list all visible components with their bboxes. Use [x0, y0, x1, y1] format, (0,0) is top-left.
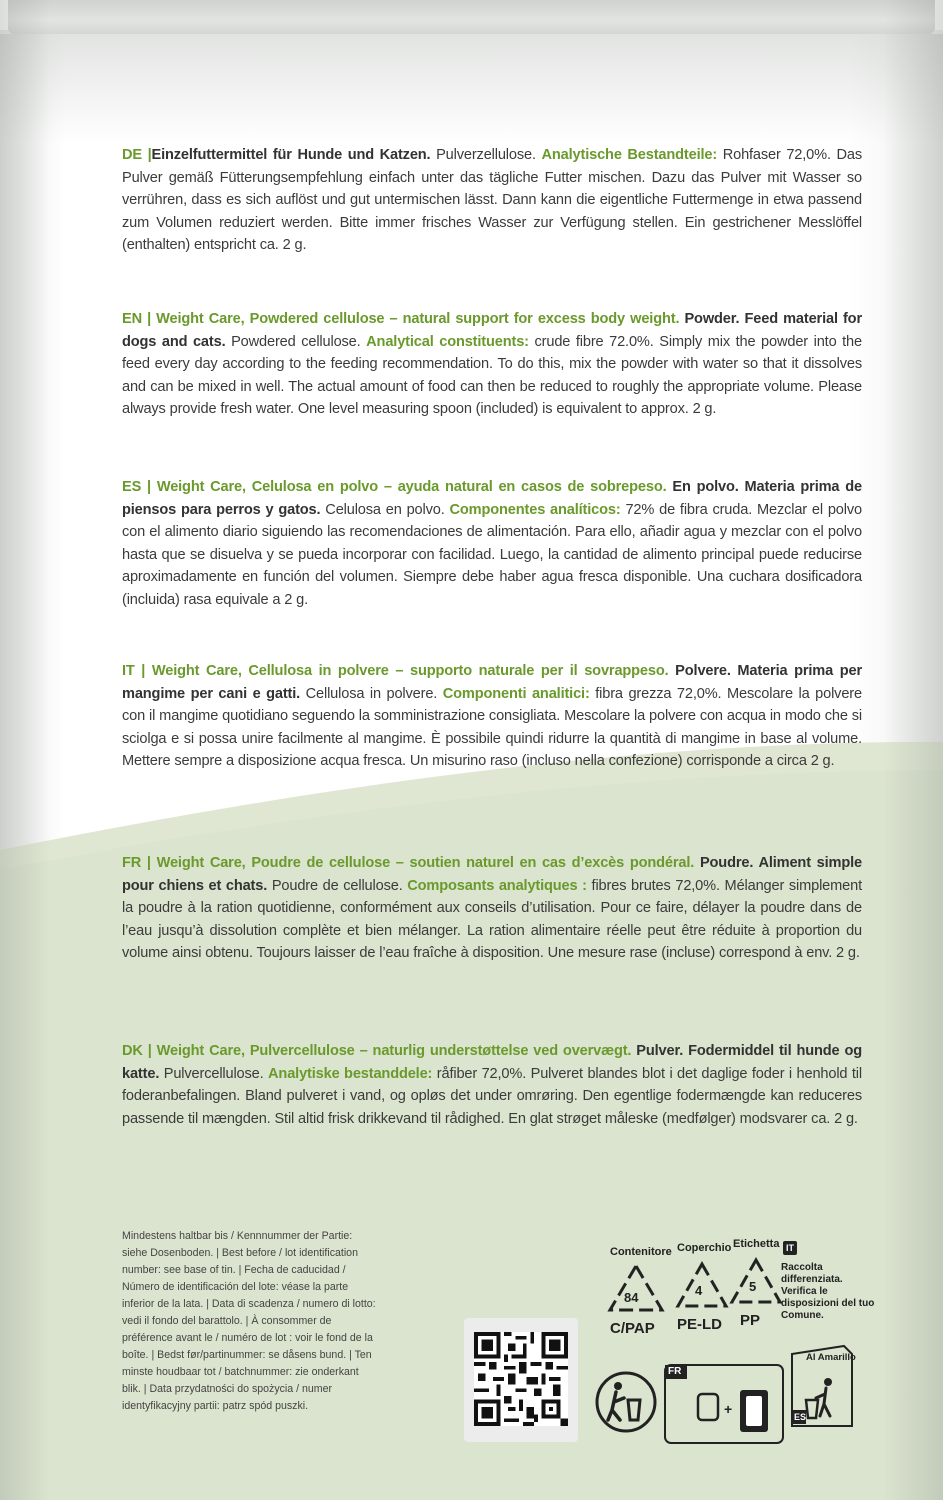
section-de: Analytische Bestandteile: [541, 147, 718, 163]
pre-dk: Pulvercellulose. [159, 1065, 269, 1082]
lang-code-es: ES | [122, 479, 151, 495]
recycle-code-lid: PE-LD [677, 1316, 722, 1333]
pre-fr: Poudre de cellulose. [267, 877, 408, 894]
triman-icon [664, 1364, 784, 1444]
tin-lid [8, 0, 935, 34]
lang-code-it: IT | [122, 663, 146, 679]
section-en: Analytical constituents: [366, 333, 529, 350]
title-dk: Weight Care, Pulvercellulose – naturlig understøttelse ved overvægt. [151, 1043, 632, 1059]
recycle-number-label: 5 [749, 1279, 757, 1294]
section-fr: Composants analytiques : [407, 877, 587, 894]
left-edge-shade [0, 0, 50, 1500]
it-recycling-note: Raccolta differenziata. Verifica le disposizioni del tuo Comune. [781, 1262, 875, 1321]
pre-es: Celulosa en polvo. [320, 501, 450, 518]
text-block-it [122, 660, 862, 773]
amarillo-label: Al Amarillo [806, 1352, 856, 1363]
recycle-code-label: PP [740, 1312, 761, 1329]
title-it: Weight Care, Cellulosa in polvere – supporto naturale per il sovrappeso. [145, 663, 669, 679]
pre-it: Cellulosa in polvere. [300, 685, 443, 702]
title-fr: Weight Care, Poudre de cellulose – soutien naturel en cas d’excès pondéral. [150, 855, 695, 871]
body-de: Rohfaser 72,0%. Das Pulver gemäß Fütterungsempfehlung einfach unter das tägliche Futter mischen. Dazu das Pulver mit Wasser so verrühren, dass es sich auflöst und gut untermischen lässt. Dann kann die eigentliche Futtermenge in etwa passend zum Volumen reduziert werden. Bitte immer frisches Wasser zur Verfügung stellen. Ein gestrichener Messlöffel (enthalten) entspricht ca. 2 g. [122, 147, 862, 253]
lot-info: Mindestens haltbar bis / Kennnummer der Partie: siehe Dosenboden. | Best before / lot identification number: see base of tin. | Fecha de caducidad / Número de identificación del lote: véase la parte inferior de la lata. | Data di scadenza / numero di lotto: vedi il fondo del barattolo. | À consommer de préférence avant le / numéro de lot : voir le fond de la boîte. | Bedst før/partinummer: se dåsens bund. | Ten minste houdbaar tot / batchnummer: zie onderkant blik. | Data przydatności do spożycia / numer identyfikacyjny partii: patrz spód puszki. [122, 1230, 376, 1412]
bold-dk: Pulver. Fodermiddel til hunde og katte. [122, 1043, 862, 1082]
lang-code-fr: FR | [122, 855, 151, 871]
lang-code-dk: DK | [122, 1043, 152, 1059]
text-block-es [122, 476, 862, 611]
text-block-fr [122, 852, 862, 965]
body-es: 72% de fibra cruda. Mezclar el polvo con el alimento diario siguiendo las recomendaciones de alimentación. Para ello, añadir agua y mezclar con el polvo hasta que se disuelva y se pueda incorporar con facilidad. Luego, la cantidad de alimento principal puede reducirse aproximadamente en función del volumen. Siempre debe haber agua fresca disponible. Una cuchara dosificadora (incluida) rasa equivale a 2 g. [122, 501, 862, 608]
lang-code-en: EN | [122, 311, 152, 327]
bold-fr: Poudre. Aliment simple pour chiens et chats. [122, 855, 862, 894]
qr-code-icon [464, 1318, 578, 1442]
recycle-label-container: Contenitore [610, 1246, 672, 1258]
bold-es: En polvo. Materia prima de piensos para perros y gatos. [122, 479, 862, 518]
section-dk: Analytiske bestanddele: [268, 1065, 433, 1082]
title-de: Einzelfuttermittel für Hunde und Katzen. [151, 147, 431, 163]
es-badge: ES [794, 1412, 807, 1422]
section-es: Componentes analíticos: [449, 501, 621, 518]
title-es: Weight Care, Celulosa en polvo – ayuda natural en casos de sobrepeso. [150, 479, 667, 495]
it-badge: IT [783, 1241, 797, 1255]
fr-badge: FR [668, 1366, 682, 1377]
recycle-number-container: 84 [624, 1290, 639, 1305]
body-en: crude fibre 72.0%. Simply mix the powder into the feed every day according to the feeding recommendation. To do this, mix the powder with water so that it dissolves and can be mixed in well. The actual amount of food can then be reduced to roughly the appropriate volume. Please always provide fresh water. One level measuring spoon (included) is equivalent to approx. 2 g. [122, 333, 862, 417]
recycle-number-lid: 4 [695, 1283, 703, 1298]
body-dk: råfiber 72,0%. Pulveret blandes blot i det daglige foder i henhold til foderanbefalingen. Bland pulveret i vand, og opløs det under omrøring. Den egentlige fodermængde kan reduceres passende til mængden. Stil altid frisk drikkevand til rådighed. En glat strøget måleske (medfølger) modsvarer ca. 2 g. [122, 1065, 862, 1127]
pre-en: Powdered cellulose. [225, 333, 367, 350]
pre-de: Pulverzellulose. [430, 147, 542, 163]
trash-person-icon [594, 1370, 658, 1434]
section-it: Componenti analitici: [442, 685, 590, 702]
text-block-de [122, 144, 862, 257]
text-block-en [122, 308, 862, 421]
text-block-dk [122, 1040, 862, 1130]
recycle-label-label: Etichetta [733, 1238, 780, 1250]
lang-code-de: DE | [122, 147, 152, 163]
bold-it: Polvere. Materia prima per mangime per cani e gatti. [122, 663, 862, 702]
svg-text:+: + [724, 1401, 733, 1417]
lid-shadow [0, 34, 943, 144]
body-it: fibra grezza 72,0%. Mescolare la polvere con il mangime quotidiano seguendo la somministrazione consigliata. Mescolare la polvere con acqua in modo che si sciolga e si possa unire facilmente al mangime. È possibile quindi ridurre la quantità di mangime in base al volume. Mettere sempre a disposizione acqua fresca. Un misurino raso (incluso nella confezione) corrisponde a circa 2 g. [122, 685, 862, 769]
title-en: Weight Care, Powdered cellulose – natural support for excess body weight. [151, 311, 680, 327]
recycle-code-container: C/PAP [610, 1320, 655, 1337]
bold-en: Powder. Feed material for dogs and cats. [122, 311, 862, 350]
recycle-label-lid: Coperchio [677, 1242, 732, 1254]
body-fr: fibres brutes 72,0%. Mélanger simplement la poudre à la ration quotidienne, conformément aux conseils d’utilisation. Pour ce faire, délayer la poudre dans de l’eau jusqu’à dissolution complète et bien mélanger. La ration alimentaire réelle peut être réduite à proportion du volume ainsi obtenu. Toujours laisser de l’eau fraîche à disposition. Une mesure rase (incluse) correspond à env. 2 g. [122, 877, 862, 961]
right-edge-shade [883, 0, 943, 1500]
recycle-triangle-icon [606, 1262, 666, 1316]
